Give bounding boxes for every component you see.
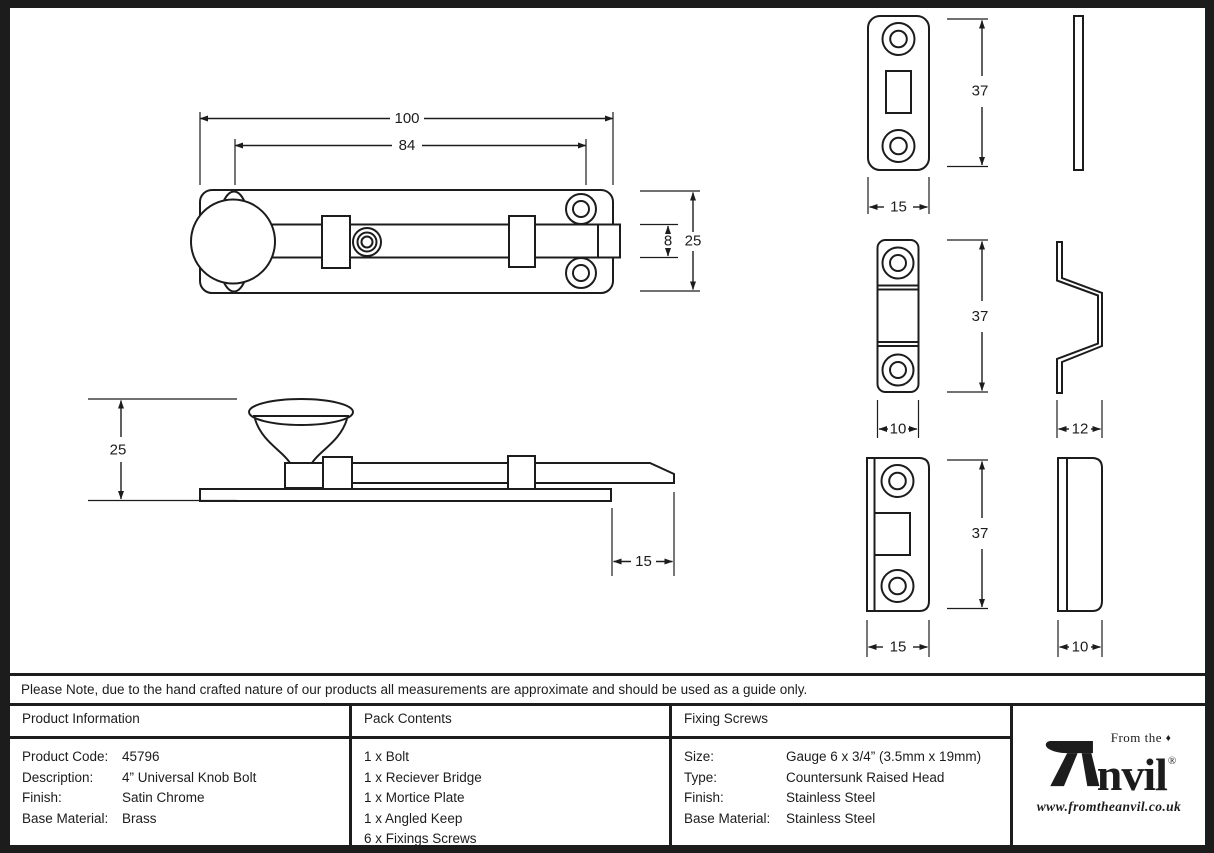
row-value: Brass [122, 810, 157, 826]
row-label: Description: [22, 769, 94, 785]
logo-cell [1013, 706, 1205, 845]
dimension-bridge-depth [1057, 400, 1102, 438]
anvil-icon [1043, 734, 1101, 790]
row-value: Gauge 6 x 3/4” (3.5mm x 19mm) [786, 749, 982, 764]
table-row [22, 788, 349, 809]
row-value: Countersunk Raised Head [786, 769, 945, 785]
table-row [684, 768, 1010, 789]
table-row [684, 809, 1010, 830]
dim-label-15-keep: 15 [889, 638, 907, 656]
row-value: 45796 [122, 749, 160, 764]
bridge-hole-top-outer [883, 248, 914, 279]
product-information-header: Product Information [10, 706, 349, 739]
row-label: Finish: [22, 790, 62, 806]
screw-hole-top-outer [566, 194, 596, 224]
fixing-screws-body [672, 739, 1010, 829]
bridge-hole-bottom-outer [883, 355, 914, 386]
table-row [684, 747, 1010, 768]
dim-label-37-bridge: 37 [971, 308, 989, 325]
dimension-fixing-centres [235, 137, 586, 185]
dim-label-10-bridge: 10 [889, 420, 907, 438]
note-bar [10, 673, 1205, 703]
list-item: 1 x Angled Keep [364, 810, 463, 826]
row-label: Base Material: [22, 810, 109, 826]
info-table [10, 703, 1205, 845]
row-value: 4” Universal Knob Bolt [122, 769, 257, 785]
side-bracket-left [323, 457, 352, 489]
screw-hole-bottom-outer [566, 258, 596, 288]
logo-mark [1043, 730, 1176, 800]
dim-label-10-keep: 10 [1071, 638, 1089, 656]
dimension-mortice-width [868, 177, 929, 216]
dim-label-37-keep: 37 [971, 525, 989, 542]
dim-label-8: 8 [663, 232, 673, 250]
logo-prefix-text: From the [1110, 730, 1163, 745]
dimension-bolt-width [640, 225, 678, 258]
pack-contents-section [352, 706, 672, 845]
dim-label-25-right: 25 [684, 232, 702, 250]
receiver-bridge-drawing [878, 240, 1103, 438]
keep-slot [875, 513, 911, 555]
dimension-mortice-height [947, 19, 988, 167]
knob-neck-left [255, 419, 290, 463]
dim-label-84: 84 [398, 137, 416, 154]
side-bracket-right [508, 456, 535, 489]
anvil-logo [1037, 730, 1181, 815]
row-label: Type: [684, 769, 718, 785]
keep-hole-bottom-outer [882, 570, 914, 602]
table-row [22, 809, 349, 830]
list-item: 1 x Bolt [364, 749, 410, 764]
angled-keep-drawing [867, 458, 1102, 657]
mortice-plate-drawing [868, 16, 1083, 216]
registered-mark: ® [1167, 755, 1176, 767]
mortice-plate-edge-view [1074, 16, 1083, 170]
mortice-hole-bottom-outer [883, 130, 915, 162]
list-item: 6 x Fixings Screws [364, 831, 477, 847]
bolt-shaft [250, 225, 620, 258]
knob-top [191, 200, 275, 284]
knob-cap [249, 399, 353, 425]
guide-bracket-left [322, 216, 350, 268]
row-value: Satin Chrome [122, 790, 205, 806]
table-row [22, 747, 349, 768]
bolt-top-view-drawing [191, 110, 701, 293]
logo-url: www.fromtheanvil.co.uk [1036, 799, 1182, 814]
backplate-edge [200, 489, 611, 501]
dimension-knob-height [88, 399, 237, 501]
keep-side-view [1058, 458, 1102, 611]
row-label: Finish: [684, 790, 724, 806]
dim-label-12-bridge: 12 [1071, 420, 1089, 438]
pack-contents-header: Pack Contents [352, 706, 669, 739]
dim-label-15-mortice: 15 [890, 198, 907, 216]
list-item: 1 x Mortice Plate [364, 790, 465, 806]
list-item: 1 x Reciever Bridge [364, 769, 482, 785]
fixing-screws-header: Fixing Screws [672, 706, 1010, 739]
logo-word-text: nvil [1096, 749, 1167, 800]
logo-wordmark [1096, 746, 1176, 800]
dim-label-37-mortice: 37 [971, 82, 989, 100]
keep-hole-top-outer [882, 465, 914, 497]
product-information-section [10, 706, 352, 845]
row-value: Stainless Steel [786, 790, 876, 806]
pack-contents-body [352, 739, 669, 850]
dim-label-15-throw: 15 [635, 553, 652, 570]
fixing-screws-section [672, 706, 1013, 845]
dim-label-100: 100 [394, 110, 420, 127]
logo-text [1096, 730, 1176, 800]
dimension-bridge-width [878, 400, 919, 438]
knob-collar [285, 463, 323, 488]
row-label: Base Material: [684, 810, 771, 826]
guide-bracket-right [509, 216, 535, 267]
dim-label-25-left: 25 [109, 441, 127, 459]
dimension-bridge-height [947, 240, 988, 392]
dimension-keep-depth [1058, 620, 1102, 657]
mortice-slot [886, 71, 911, 113]
dimension-keep-width [867, 620, 929, 657]
dimension-bolt-throw [612, 492, 674, 576]
diamond-icon: ♦ [1165, 733, 1172, 744]
row-value: Stainless Steel [786, 810, 876, 826]
table-row [684, 788, 1010, 809]
dimension-keep-height [947, 460, 988, 609]
bolt-side-view-drawing [88, 399, 674, 576]
note-text: Please Note, due to the hand crafted nature of our products all measurements are approximate and should be used as a guide only. [21, 682, 808, 697]
table-row [22, 768, 349, 789]
bridge-profile-view [1057, 242, 1102, 393]
row-label: Size: [684, 749, 715, 764]
row-label: Product Code: [22, 749, 109, 764]
product-information-body [10, 739, 349, 829]
logo-prefix [1097, 730, 1176, 746]
mortice-hole-top-outer [883, 23, 915, 55]
